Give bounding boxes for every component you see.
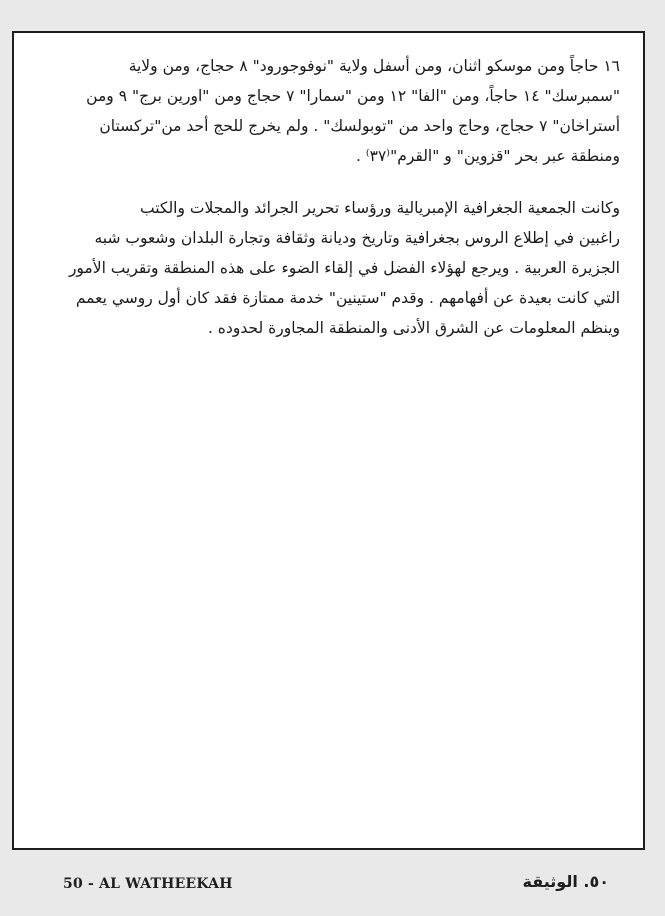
- text-line: وكانت الجمعية الجغرافية الإمبريالية ورؤساء تحرير الجرائد والمجلات والكتب: [139, 199, 620, 217]
- paragraph-1: [40, 51, 620, 171]
- text-line: راغبين في إطلاع الروس بجغرافية وتاريخ وديانة وثقافة وتجارة البلدان وشعوب شبه: [94, 229, 620, 247]
- text-line: ١٦ حاجاً ومن موسكو اثنان، ومن أسفل ولاية "نوفوجورود" ٨ حجاج، ومن ولاية: [128, 57, 620, 75]
- paragraph-spacer: [40, 171, 620, 193]
- footer-page-label-arabic: ٥٠. الوثيقة: [522, 872, 609, 891]
- text-line: الجزيرة العربية . ويرجع لهؤلاء الفضل في إلقاء الضوء على هذه المنطقة وتقريب الأمور: [68, 259, 620, 277]
- text-line: أستراخان" ٧ حجاج، وحاج واحد من "توبولسك" . ولم يخرج للحج أحد من"تركستان: [99, 117, 620, 135]
- page-frame: [12, 31, 645, 850]
- text-line: وينظم المعلومات عن الشرق الأدنى والمنطقة المجاورة لحدوده .: [207, 319, 620, 337]
- paragraph-2: [40, 193, 620, 343]
- text-line: ومنطقة عبر بحر "قزوين" و "القرم"⁽٣٧⁾ .: [355, 147, 620, 165]
- body-text: [40, 51, 620, 343]
- footer-page-label-latin: 50 - AL WATHEEKAH: [63, 876, 233, 892]
- text-line: التي كانت بعيدة عن أفهامهم . وقدم "ستينين" خدمة ممتازة فقد كان أول روسي يعمم: [75, 289, 620, 307]
- text-line: "سمبرسك" ١٤ حاجاً، ومن "الفا" ١٢ ومن "سمارا" ٧ حجاج ومن "اورين برج" ٩ ومن: [86, 87, 620, 105]
